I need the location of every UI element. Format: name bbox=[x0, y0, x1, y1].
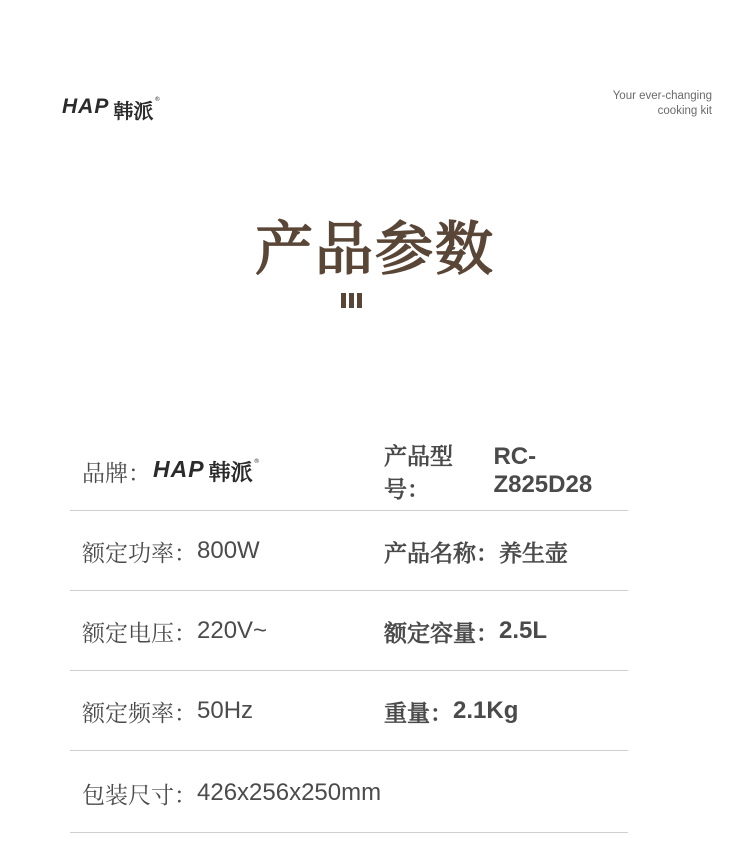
page-title: 产品参数 bbox=[254, 215, 495, 283]
logo-latin-text: HAP bbox=[62, 95, 110, 118]
spec-row bbox=[70, 511, 628, 591]
logo-latin-text: HAP bbox=[153, 455, 205, 482]
spec-label: 额定容量： bbox=[384, 620, 499, 647]
spec-weight bbox=[384, 671, 518, 751]
spec-row bbox=[70, 753, 628, 833]
spec-value: 426x256x250mm bbox=[197, 779, 382, 806]
tagline-line-2: cooking kit bbox=[657, 105, 712, 117]
decorative-bars-icon bbox=[341, 293, 362, 308]
spec-voltage bbox=[82, 591, 267, 671]
logo-chinese-text: 韩派 bbox=[113, 99, 154, 123]
spec-label: 额定频率： bbox=[82, 700, 197, 727]
spec-label: 重量： bbox=[384, 700, 453, 727]
registered-mark: ® bbox=[253, 457, 260, 465]
spec-capacity bbox=[384, 591, 547, 671]
registered-mark: ® bbox=[154, 96, 161, 103]
spec-value: 50Hz bbox=[197, 697, 254, 724]
spec-label: 品牌： bbox=[82, 460, 151, 487]
spec-value: 养生壶 bbox=[499, 540, 568, 567]
spec-label: 额定电压： bbox=[82, 620, 197, 647]
spec-brand bbox=[82, 431, 260, 511]
spec-value: 2.1Kg bbox=[453, 697, 519, 724]
spec-value: 800W bbox=[197, 537, 260, 564]
brand-logo bbox=[62, 95, 160, 124]
spec-frequency bbox=[82, 671, 253, 751]
spec-package-size bbox=[82, 753, 381, 833]
spec-value: RC-Z825D28 bbox=[493, 443, 593, 498]
spec-label: 产品型号： bbox=[384, 444, 453, 503]
tagline bbox=[552, 89, 712, 119]
tagline-line-1: Your ever-changing bbox=[612, 90, 712, 102]
spec-label: 包装尺寸： bbox=[82, 782, 197, 809]
spec-label: 产品名称： bbox=[384, 540, 499, 567]
spec-row bbox=[70, 671, 628, 751]
spec-power bbox=[82, 511, 260, 591]
spec-row bbox=[70, 431, 628, 511]
spec-product-name bbox=[384, 511, 568, 591]
spec-value: 220V~ bbox=[197, 617, 268, 644]
spec-label: 额定功率： bbox=[82, 540, 197, 567]
spec-model bbox=[384, 431, 628, 511]
logo-chinese-text: 韩派 bbox=[208, 460, 253, 486]
spec-value: 2.5L bbox=[499, 617, 548, 644]
spec-row bbox=[70, 591, 628, 671]
brand-logo-inline bbox=[153, 456, 260, 487]
